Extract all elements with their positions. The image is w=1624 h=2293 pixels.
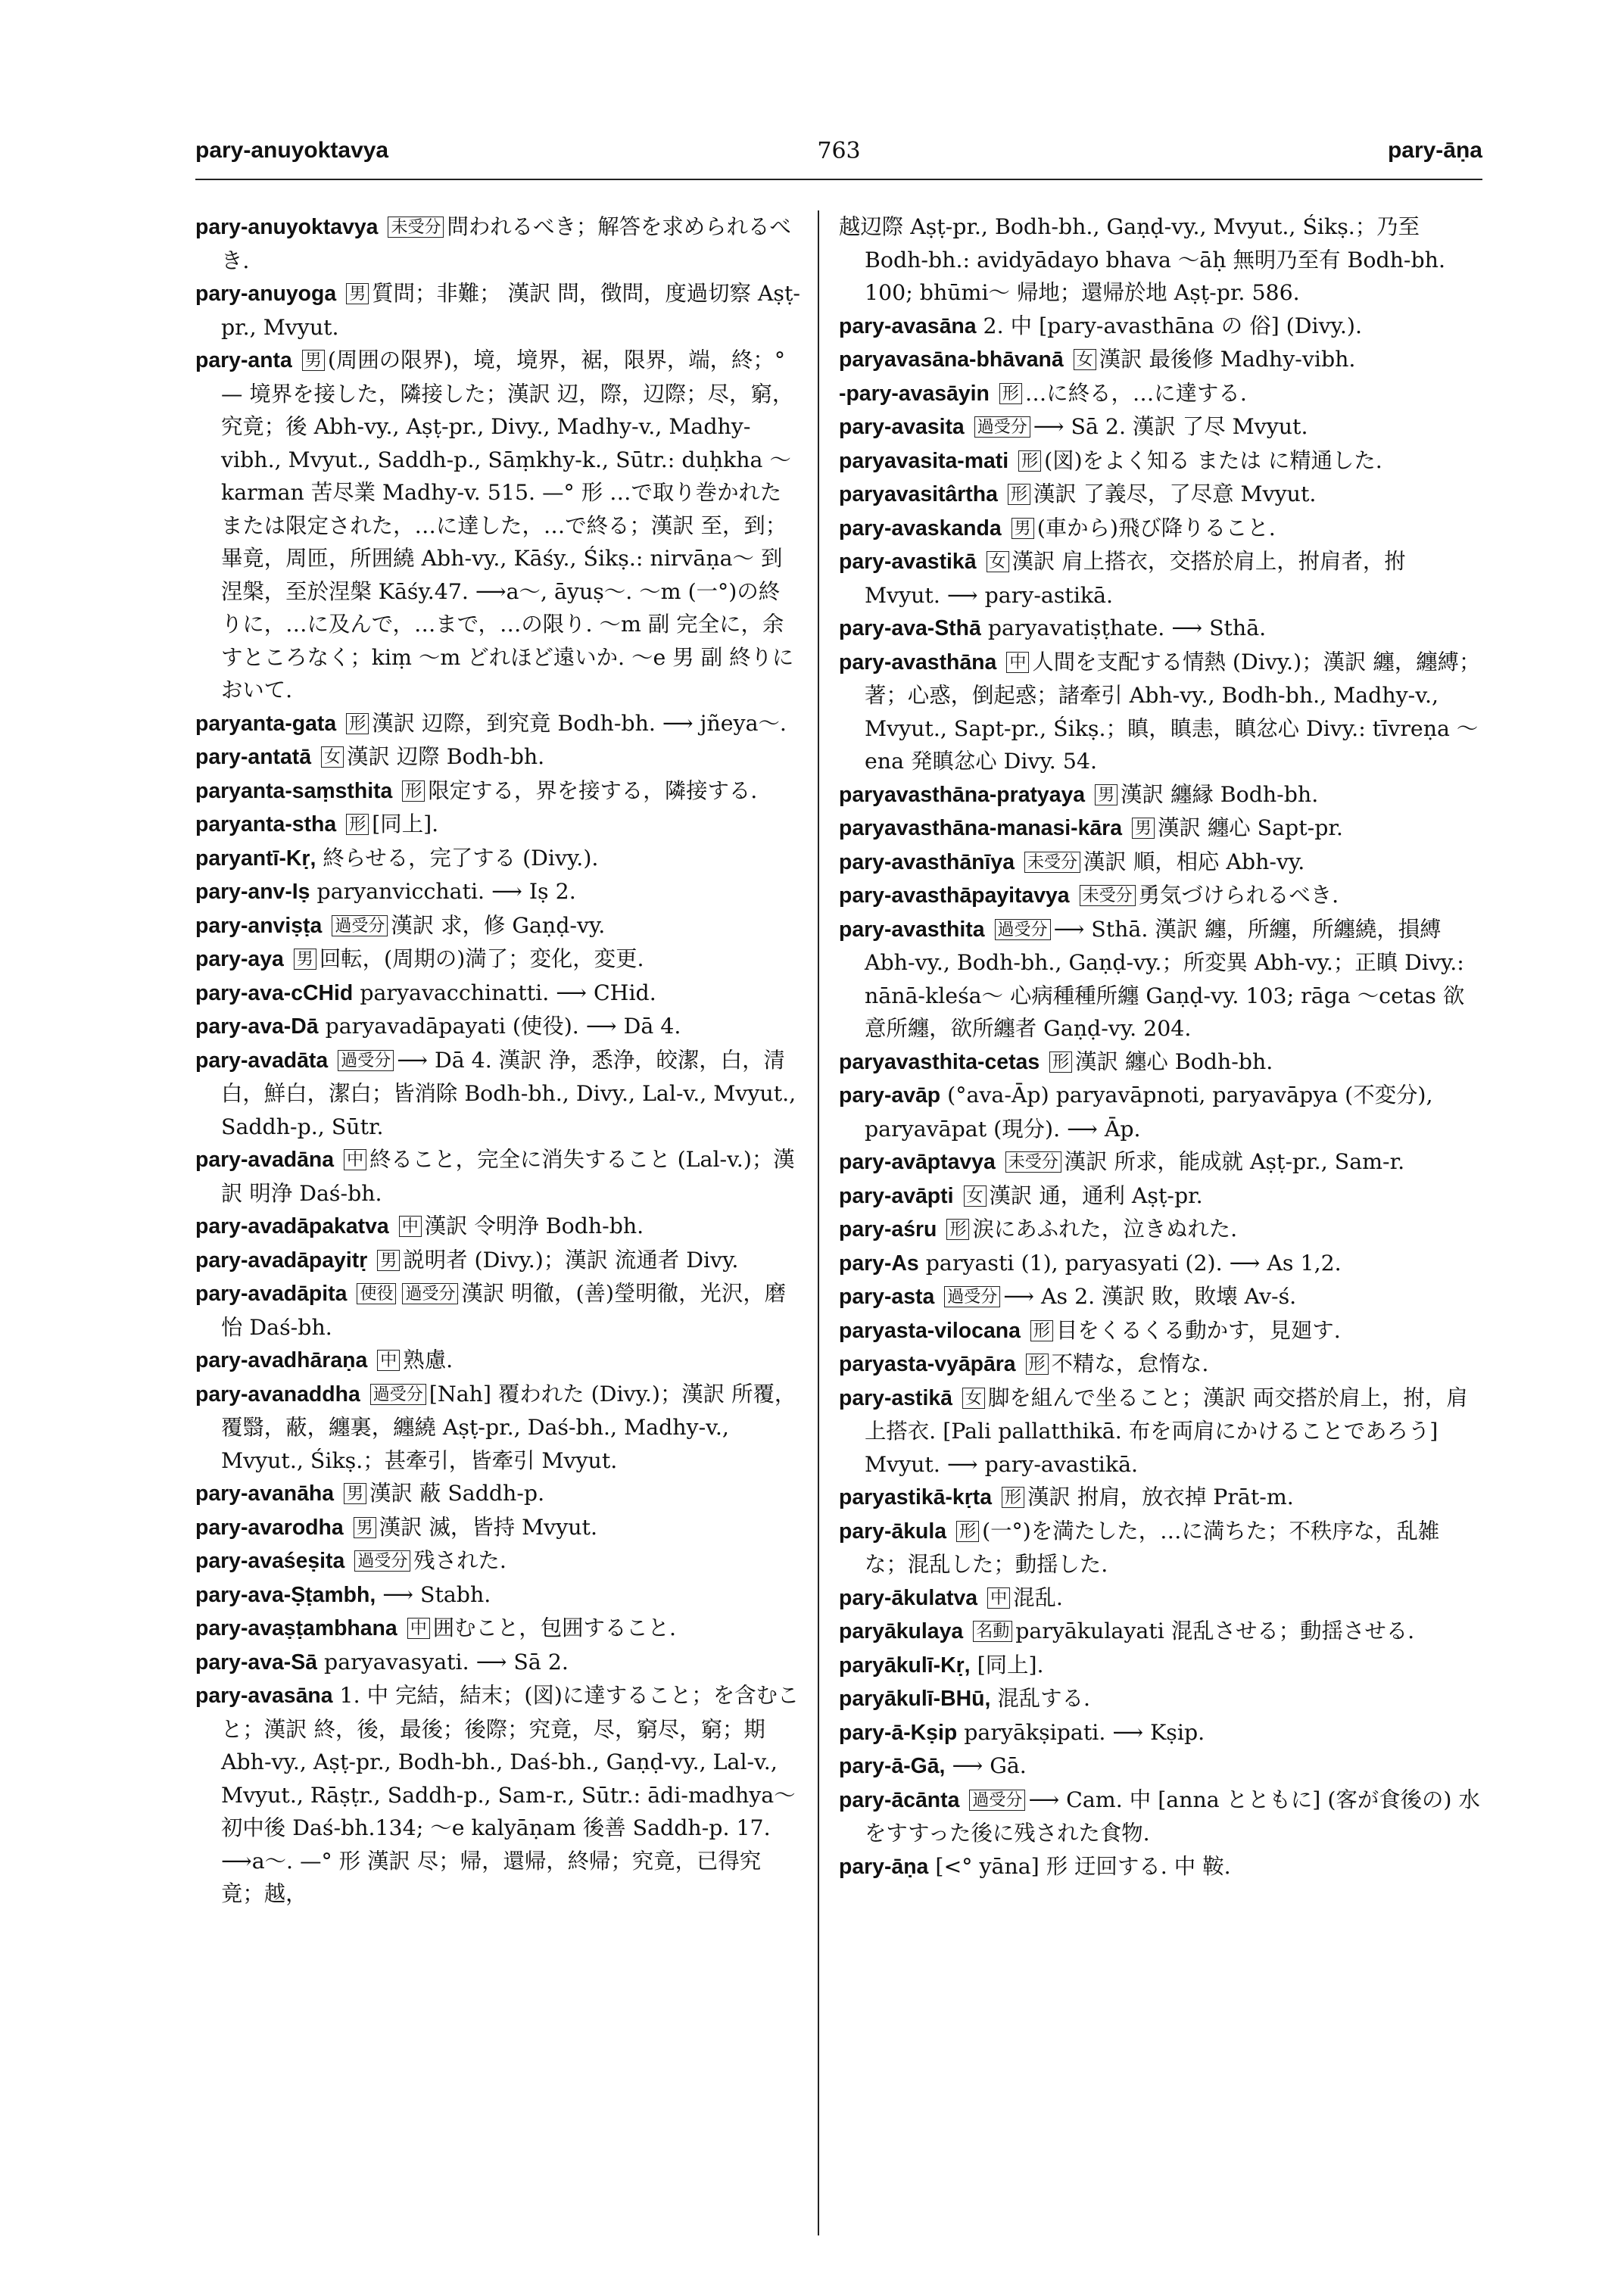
dictionary-entry	[839, 1179, 1482, 1213]
entry-definition: 漢訳 所求，能成就 Aṣṭ-pr., Sam-r.	[1064, 1149, 1405, 1174]
dictionary-entry	[195, 1044, 801, 1144]
grammar-tag: 形	[999, 383, 1022, 404]
entry-headword: paryavasāna-bhāvanā	[839, 347, 1064, 372]
entry-headword: pary-avadāpayitṛ	[195, 1248, 368, 1273]
grammar-tag: 男	[1095, 784, 1117, 805]
entry-definition: 漢訳 纏縁 Bodh-bh.	[1121, 781, 1319, 807]
grammar-tag: 未受分	[1024, 852, 1080, 873]
dictionary-entry	[839, 1581, 1482, 1615]
entry-definition: [Nah] 覆われた (Divy.)；漢訳 所覆，覆翳，蔽，纏裏，纏繞 Aṣṭ-pr., Daś-bh., Madhy-v., Mvyut., Śikṣ.；甚牽引，皆牽引 Mvyut.	[221, 1381, 796, 1473]
entry-headword: pary-avastikā	[839, 550, 977, 574]
entry-definition: ⟶ As 2. 漢訳 敗，敗壊 Av-ś.	[1003, 1284, 1297, 1309]
dictionary-entry	[839, 1079, 1482, 1145]
entry-headword: pary-avasita	[839, 415, 965, 439]
entry-definition: 漢訳 纏心 Sapt-pr.	[1158, 815, 1343, 840]
entry-definition: ⟶ Cam. 中 [anna とともに] (客が食後の) 水をすすった後に残された食物.	[865, 1787, 1480, 1846]
grammar-tag: 過受分	[332, 915, 388, 936]
entry-definition: (周囲の限界)，境，境界，裾，限界，端，終；°— 境界を接した，隣接した；漢訳 辺，際，辺際；尽，窮，究竟；後 Abh-vy., Aṣṭ-pr., Divy., Madhy-v., Madhy-vibh., Mvyut., Saddh-p., Sāṃkhy-k., Sūtr.: duḥkha ～karman 苦尽業 Madhy-v. 515. —° 形 …で取り巻かれたまたは限定された，…に達した，…で終る；漢訳 至，到；畢竟，周匝，所囲繞 Abh-vy., Kāśy., Śikṣ.: nirvāṇa～ 到涅槃，至於涅槃 Kāśy.47. ⟶a～, āyuṣ～. ～m (一°)の終りに，…に及んで，…まで，…の限り. ～m 副 完全に，余すところなく；kiṃ ～m どれほど遠いか. ～e 男 副 終りにおいて.	[221, 347, 794, 703]
entry-headword: pary-avaskanda	[839, 516, 1002, 541]
entry-headword: pary-avasthāna	[839, 650, 997, 675]
entry-headword: pary-ākulatva	[839, 1585, 978, 1610]
entry-headword: paryavasita-mati	[839, 448, 1009, 473]
grammar-tag: 女	[1074, 349, 1096, 370]
grammar-tag: 形	[346, 713, 369, 734]
entry-headword: paryavasthita-cetas	[839, 1049, 1040, 1074]
entry-definition: 終ること，完全に消失すること (Lal-v.)；漢訳 明浄 Daś-bh.	[221, 1147, 795, 1206]
dictionary-entry	[195, 1544, 801, 1578]
dictionary-entry	[839, 1481, 1482, 1515]
dictionary-entry	[195, 774, 801, 808]
entry-headword: pary-avāp	[839, 1083, 941, 1108]
grammar-tag: 過受分	[995, 919, 1051, 940]
left-column	[195, 210, 801, 2239]
entry-definition: 回転，(周期の)満了；変化，変更.	[319, 946, 644, 971]
grammar-tag: 男	[294, 949, 316, 970]
entry-definition: 漢訳 順，相応 Abh-vy.	[1083, 849, 1305, 874]
entry-headword: pary-avadāpita	[195, 1282, 348, 1306]
dictionary-entry	[839, 1515, 1482, 1581]
entry-headword: pary-anuyoga	[195, 282, 337, 306]
entry-definition: …に終る，…に達する.	[1024, 380, 1247, 406]
entry-definition: paryavatiṣṭhate. ⟶ Sthā.	[987, 615, 1267, 640]
entry-definition: 漢訳 拊肩，放衣掉 Prāt-m.	[1027, 1485, 1294, 1509]
dictionary-entry	[195, 1010, 801, 1044]
dictionary-entry	[839, 1716, 1482, 1750]
dictionary-entry	[839, 310, 1482, 344]
entry-definition: (図)をよく知る または に精通した.	[1044, 447, 1382, 473]
entry-definition: 説明者 (Divy.)；漢訳 流通者 Divy.	[403, 1247, 739, 1273]
header-right-guideword: pary-āṇa	[1387, 138, 1482, 163]
grammar-tag: 過受分	[338, 1050, 394, 1071]
entry-definition: paryākṣipati. ⟶ Kṣip.	[964, 1719, 1205, 1745]
dictionary-entry	[195, 1477, 801, 1511]
grammar-tag: 未受分	[1005, 1151, 1061, 1173]
entry-headword: pary-avāptavya	[839, 1150, 996, 1174]
dictionary-entry	[839, 343, 1482, 377]
dictionary-entry	[839, 846, 1482, 880]
dictionary-entry	[839, 1850, 1482, 1884]
entry-definition: 漢訳 明徹，(善)瑩明徹，光沢，磨怡 Daś-bh.	[221, 1281, 787, 1340]
dictionary-entry	[839, 1314, 1482, 1348]
entry-definition: 囲むこと，包囲すること.	[432, 1615, 677, 1640]
entry-definition: 漢訳 辺際，到究竟 Bodh-bh. ⟶ jñeya～.	[372, 710, 787, 736]
entry-headword: pary-astikā	[839, 1385, 952, 1410]
entry-definition: paryanvicchati. ⟶ Iṣ 2.	[316, 879, 576, 904]
grammar-tag: 中	[407, 1618, 430, 1639]
grammar-tag: 形	[1030, 1320, 1053, 1341]
entry-definition: paryākulayati 混乱させる；動揺させる.	[1015, 1618, 1415, 1643]
entry-headword: pary-anta	[195, 348, 292, 372]
entry-definition: 質問；非難； 漢訳 問，徴問，度過切察 Aṣṭ-pr., Mvyut.	[221, 281, 801, 340]
entry-definition: paryavadāpayati (使役). ⟶ Dā 4.	[325, 1014, 681, 1039]
grammar-tag: 形	[346, 814, 369, 835]
grammar-tag: 中	[399, 1216, 422, 1237]
entry-definition: 涙にあふれた，泣きぬれた.	[972, 1217, 1238, 1242]
grammar-tag: 過受分	[354, 1550, 410, 1572]
grammar-tag: 女	[964, 1185, 987, 1207]
entry-headword: pary-avadāna	[195, 1148, 335, 1172]
entry-headword: pary-avarodha	[195, 1515, 344, 1540]
grammar-tag: 男	[1132, 818, 1155, 839]
entry-definition: ⟶ Dā 4. 漢訳 浄，悉浄，皎潔，白，清白，鮮白，潔白；皆消除 Bodh-bh., Divy., Lal-v., Mvyut., Saddh-p., Sūtr.	[221, 1047, 796, 1139]
dictionary-entry	[839, 778, 1482, 812]
grammar-tag: 形	[1026, 1354, 1049, 1375]
grammar-tag: 男	[346, 283, 369, 304]
entry-headword: paryākulaya	[839, 1619, 964, 1643]
grammar-tag: 男	[377, 1250, 400, 1271]
dictionary-entry	[839, 444, 1482, 478]
entry-definition: 1. 中 完結，結末；(図)に達すること；を含むこと；漢訳 終，後，最後；後際；究竟，尽，窮尽，窮；期 Abh-vy., Aṣṭ-pr., Bodh-bh., Daś-bh., Gaṇḍ-vy., Lal-v., Mvyut., Rāṣṭr., Saddh-p., Sam-r., Sūtr.: ādi-madhya～初中後 Daś-bh.134; ～e kalyāṇam 後善 Saddh-p. 17. ⟶a～. —° 形 漢訳 尽；帰，還帰，終帰；究竟，已得究竟；越，	[221, 1683, 800, 1906]
dictionary-entry	[195, 842, 801, 876]
entry-definition: 人間を支配する情熱 (Divy.)；漢訳 纏，纏縛；著；心惑，倒起惑；諸牽引 Abh-vy., Bodh-bh., Madhy-v., Mvyut., Sapt-pr., Śikṣ.；瞋，瞋恚，瞋忿心 Divy.: tīvreṇa ～ena 発瞋忿心 Divy. 54.	[865, 649, 1481, 774]
entry-headword: pary-avasthāpayitavya	[839, 883, 1070, 908]
entry-definition: 終らせる，完了する (Divy.).	[323, 845, 599, 871]
grammar-tag: 男	[302, 350, 325, 371]
entry-definition: 脚を組んで坐ること；漢訳 両交搭於肩上，拊，肩上搭衣. [Pali pallatthikā. 布を両肩にかけることであろう] Mvyut. ⟶ pary-avastikā.	[865, 1385, 1468, 1477]
entry-definition: [<° yāna] 形 迂回する. 中 鞍.	[935, 1853, 1231, 1879]
entry-definition: 漢訳 了義尽，了尽意 Mvyut.	[1033, 481, 1317, 506]
entry-definition: paryasti (1), paryasyati (2). ⟶ As 1,2.	[925, 1250, 1342, 1276]
dictionary-entry	[195, 1344, 801, 1378]
dictionary-entry	[195, 277, 801, 344]
dictionary-entry	[839, 1749, 1482, 1784]
entry-definition: (°ava-Āp) paryavāpnoti, paryavāpya (不変分), paryavāpat (現分). ⟶ Āp.	[865, 1083, 1433, 1142]
dictionary-entry	[195, 1679, 801, 1911]
entry-headword: pary-asta	[839, 1285, 935, 1309]
entry-headword: pary-anv-Iṣ	[195, 880, 310, 904]
dictionary-entry	[839, 512, 1482, 546]
dictionary-entry	[839, 1649, 1482, 1683]
entry-definition: 越辺際 Aṣṭ-pr., Bodh-bh., Gaṇḍ-vy., Mvyut., Śikṣ.；乃至 Bodh-bh.: avidyādayo bhava ～āḥ 無明乃至有 Bodh-bh. 100; bhūmi～ 帰地；還帰於地 Aṣṭ-pr. 586.	[839, 214, 1445, 305]
header-left-guideword: pary-anuyoktavya	[195, 138, 389, 163]
entry-headword: pary-avanaddha	[195, 1382, 360, 1407]
entry-headword: paryavasthāna-pratyaya	[839, 782, 1086, 807]
entry-definition: 漢訳 肩上搭衣，交搭於肩上，拊肩者，拊 Mvyut. ⟶ pary-astikā.	[865, 549, 1406, 608]
dictionary-entry	[839, 1615, 1482, 1649]
dictionary-entry	[195, 344, 801, 707]
entry-headword: pary-ava-Ṣṭambh,	[195, 1582, 376, 1607]
entry-headword: paryanta-gata	[195, 711, 337, 736]
entry-headword: pary-ā-Gā,	[839, 1754, 946, 1778]
grammar-tag: 中	[1006, 652, 1029, 673]
grammar-tag: 形	[1018, 450, 1041, 472]
entry-definition: ⟶ Stabh.	[382, 1581, 491, 1607]
entry-definition: 限定する，界を接する，隣接する.	[428, 777, 758, 803]
grammar-tag: 名動	[973, 1621, 1012, 1642]
entry-definition: 熟慮.	[403, 1347, 454, 1372]
dictionary-entry	[839, 1045, 1482, 1080]
dictionary-entry	[195, 1578, 801, 1612]
grammar-tag: 過受分	[944, 1286, 1000, 1307]
entry-definition: paryavacchinatti. ⟶ CHid.	[360, 980, 656, 1005]
dictionary-entry	[195, 1378, 801, 1478]
entry-headword: pary-avaṣṭambhana	[195, 1616, 397, 1640]
dictionary-entry	[839, 1347, 1482, 1382]
entry-headword: pary-ava-Dā	[195, 1014, 319, 1039]
entry-headword: pary-avasāna	[839, 313, 977, 338]
entry-headword: pary-As	[839, 1251, 919, 1276]
dictionary-entry	[839, 1784, 1482, 1850]
entry-headword: paryākulī-BHū,	[839, 1687, 991, 1711]
dictionary-entry	[195, 210, 801, 277]
entry-definition: 目をくるくる動かす，見廻す.	[1055, 1317, 1341, 1343]
header-rule	[195, 179, 1482, 180]
grammar-tag: 女	[987, 551, 1009, 572]
grammar-tag: 過受分	[974, 416, 1030, 438]
entry-definition: paryavasyati. ⟶ Sā 2.	[324, 1649, 569, 1675]
entry-definition: [同上].	[977, 1652, 1044, 1678]
grammar-tag: 形	[946, 1219, 969, 1240]
entry-definition: 漢訳 辺際 Bodh-bh.	[347, 744, 545, 769]
entry-headword: pary-avasāna	[195, 1684, 333, 1708]
entry-headword: pary-anviṣṭa	[195, 913, 323, 938]
grammar-tag: 使役	[357, 1283, 396, 1304]
entry-headword: pary-ava-Sthā	[839, 616, 981, 640]
dictionary-entry	[195, 1210, 801, 1244]
entry-definition: 漢訳 蔽 Saddh-p.	[369, 1481, 545, 1506]
entry-headword: pary-avadāta	[195, 1048, 329, 1073]
entry-headword: pary-ā-Kṣip	[839, 1720, 958, 1745]
entry-headword: paryavasthāna-manasi-kāra	[839, 816, 1123, 840]
grammar-tag: 女	[321, 746, 344, 768]
right-column	[839, 210, 1482, 2239]
entry-definition: 勇気づけられるべき.	[1138, 883, 1339, 908]
entry-headword: paryasta-vyāpāra	[839, 1352, 1016, 1376]
grammar-tag: 未受分	[1080, 885, 1136, 906]
dictionary-entry	[839, 1247, 1482, 1281]
dictionary-entry	[195, 1143, 801, 1210]
dictionary-entry	[839, 612, 1482, 646]
entry-headword: pary-avasthānīya	[839, 849, 1015, 874]
grammar-tag: 中	[344, 1149, 366, 1170]
entry-definition: [同上].	[372, 812, 439, 837]
dictionary-entry	[195, 1612, 801, 1646]
dictionary-entry	[839, 545, 1482, 612]
column-divider	[818, 210, 819, 2235]
entry-definition: 問われるべき；解答を求められるべき.	[221, 214, 791, 273]
grammar-tag: 形	[402, 780, 425, 802]
entry-headword: pary-aya	[195, 947, 284, 971]
grammar-tag: 未受分	[388, 217, 444, 238]
entry-headword: paryanta-stha	[195, 812, 337, 837]
dictionary-entry	[839, 1280, 1482, 1314]
dictionary-entry	[839, 913, 1482, 1045]
page-header	[195, 138, 1482, 176]
dictionary-entry	[195, 1277, 801, 1344]
entry-definition: 漢訳 通，通利 Aṣṭ-pr.	[989, 1182, 1203, 1208]
grammar-tag: 形	[1002, 1487, 1024, 1508]
dictionary-entry	[195, 1511, 801, 1545]
grammar-tag: 形	[1049, 1051, 1072, 1073]
page-number: 763	[817, 138, 861, 164]
grammar-tag: 中	[377, 1350, 400, 1371]
dictionary-entry	[839, 1382, 1482, 1481]
entry-headword: paryasta-vilocana	[839, 1318, 1021, 1343]
dictionary-entry	[839, 1145, 1482, 1179]
dictionary-entry	[839, 1682, 1482, 1716]
entry-headword: pary-avadāpakatva	[195, 1214, 389, 1238]
entry-definition: ⟶ Sthā. 漢訳 纏，所纏，所纏繞，損縛 Abh-vy., Bodh-bh., Gaṇḍ-vy.；所変異 Abh-vy.；正瞋 Divy.: nānā-kleśa～ 心病種種所纏 Gaṇḍ-vy. 103; rāga ～cetas 欲意所纏，欲所纏者 Gaṇḍ-vy. 204.	[865, 916, 1465, 1041]
entry-headword: -pary-avasāyin	[839, 381, 990, 406]
entry-headword: pary-avasthita	[839, 917, 985, 942]
entry-definition: 不精な，怠惰な.	[1051, 1351, 1209, 1376]
entry-definition: ⟶ Sā 2. 漢訳 了尽 Mvyut.	[1033, 414, 1308, 439]
entry-definition: 漢訳 令明浄 Bodh-bh.	[424, 1213, 644, 1238]
dictionary-entry	[195, 707, 801, 741]
entry-headword: pary-anuyoktavya	[195, 215, 379, 239]
entry-headword: pary-aśru	[839, 1217, 937, 1242]
entry-definition: 漢訳 求，修 Gaṇḍ-vy.	[391, 912, 606, 938]
grammar-tag: 中	[987, 1587, 1010, 1609]
entry-definition: 残された.	[413, 1548, 507, 1573]
dictionary-entry	[839, 410, 1482, 444]
grammar-tag: 過受分	[402, 1283, 458, 1304]
dictionary-entry	[839, 812, 1482, 846]
entry-definition: (一°)を満たした，…に満ちた；不秩序な，乱雑な；混乱した；動揺した.	[865, 1518, 1440, 1577]
dictionary-entry	[195, 1646, 801, 1680]
entry-definition: (車から)飛び降りること.	[1036, 515, 1276, 541]
dictionary-entry	[839, 210, 1482, 310]
entry-headword: pary-avaśeṣita	[195, 1549, 345, 1573]
grammar-tag: 過受分	[969, 1790, 1025, 1811]
entry-definition: 混乱.	[1013, 1584, 1063, 1610]
dictionary-entry	[195, 808, 801, 842]
grammar-tag: 男	[354, 1517, 376, 1538]
dictionary-entry	[195, 909, 801, 943]
dictionary-entry	[839, 879, 1482, 913]
entry-definition: 混乱する.	[997, 1686, 1090, 1711]
entry-definition: 2. 中 [pary-avasthāna の 俗] (Divy.).	[983, 313, 1363, 338]
entry-headword: pary-āṇa	[839, 1854, 929, 1879]
grammar-tag: 男	[344, 1483, 366, 1504]
entry-headword: pary-avāpti	[839, 1183, 954, 1208]
grammar-tag: 形	[1008, 484, 1030, 505]
entry-headword: pary-ācānta	[839, 1787, 960, 1812]
dictionary-entry	[195, 875, 801, 909]
dictionary-entry	[195, 942, 801, 977]
entry-headword: paryanta-saṃsthita	[195, 778, 393, 803]
grammar-tag: 形	[956, 1521, 979, 1542]
grammar-tag: 男	[1011, 518, 1034, 539]
dictionary-entry	[839, 377, 1482, 411]
dictionary-entry	[839, 646, 1482, 778]
entry-headword: paryākulī-Kṛ,	[839, 1653, 971, 1678]
entry-definition: 漢訳 纏心 Bodh-bh.	[1075, 1048, 1273, 1074]
entry-headword: paryavasitârtha	[839, 482, 998, 506]
grammar-tag: 女	[962, 1388, 985, 1409]
entry-headword: pary-avanāha	[195, 1481, 335, 1506]
entry-headword: pary-antatā	[195, 745, 312, 769]
dictionary-entry	[839, 1213, 1482, 1247]
entry-definition: 漢訳 滅，皆持 Mvyut.	[379, 1514, 597, 1540]
entry-headword: pary-ava-cCHid	[195, 980, 354, 1005]
entry-headword: paryantī-Kṛ,	[195, 846, 316, 871]
entry-headword: paryastikā-kṛta	[839, 1485, 993, 1509]
entry-headword: pary-ava-Sā	[195, 1650, 317, 1675]
dictionary-entry	[195, 1244, 801, 1278]
entry-headword: pary-avadhāraṇa	[195, 1348, 368, 1372]
entry-definition: 漢訳 最後修 Madhy-vibh.	[1099, 347, 1356, 372]
grammar-tag: 過受分	[370, 1384, 426, 1405]
entry-definition: ⟶ Gā.	[952, 1753, 1027, 1778]
entry-headword: pary-ākula	[839, 1519, 947, 1544]
dictionary-entry	[195, 740, 801, 774]
dictionary-entry	[195, 977, 801, 1011]
dictionary-entry	[839, 478, 1482, 512]
